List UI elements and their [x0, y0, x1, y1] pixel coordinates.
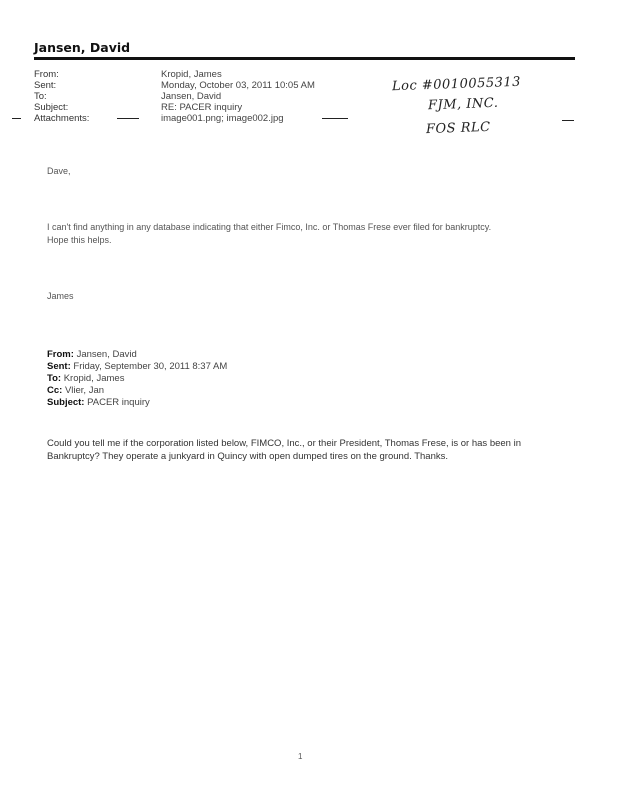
fwd-sent-value: Friday, September 30, 2011 8:37 AM: [73, 361, 228, 372]
original-body-line-2: Bankruptcy? They operate a junkyard in Quincy with open dumped tires on the ground. Thanks.: [47, 451, 448, 462]
reply-line-2: Hope this helps.: [47, 235, 112, 245]
to-label: To:: [34, 91, 47, 102]
redaction-mark: [322, 118, 348, 119]
attachments-label: Attachments:: [34, 113, 90, 124]
reply-signoff: James: [47, 291, 74, 301]
handwritten-loc-number: Loc #0010055313: [391, 74, 522, 95]
original-message-body: [47, 437, 521, 463]
original-body-line-1: Could you tell me if the corporation listed below, FIMCO, Inc., or their President, Thomas Frese, is or has been in: [47, 438, 521, 449]
fwd-subject-label: Subject:: [47, 397, 85, 408]
fwd-from-row: [47, 349, 227, 361]
margin-mark-right: [562, 120, 574, 121]
subject-label: Subject:: [34, 102, 69, 113]
from-label: From:: [34, 69, 59, 80]
reply-greeting: Dave,: [47, 166, 71, 176]
handwritten-company-name: FJM, INC.: [427, 95, 499, 114]
fwd-cc-row: [47, 385, 227, 397]
reply-line-1: I can't find anything in any database indicating that either Fimco, Inc. or Thomas Frese ever filed for bankruptcy.: [47, 222, 492, 232]
page-number: 1: [298, 752, 303, 761]
redaction-mark: [117, 118, 139, 119]
fwd-to-label: To:: [47, 373, 62, 384]
to-value: Jansen, David: [161, 91, 222, 102]
fwd-from-label: From:: [47, 349, 74, 360]
mailbox-owner-name: Jansen, David: [34, 40, 131, 55]
fwd-subject-value: PACER inquiry: [87, 397, 150, 408]
margin-mark-left: [12, 118, 21, 119]
fwd-sent-label: Sent:: [47, 361, 71, 372]
fwd-sent-row: [47, 361, 227, 373]
header-divider: [34, 57, 575, 60]
fwd-subject-row: [47, 397, 227, 409]
handwritten-code: FOS RLC: [425, 119, 491, 138]
sent-label: Sent:: [34, 80, 57, 91]
subject-value: RE: PACER inquiry: [161, 102, 243, 113]
from-value: Kropid, James: [161, 69, 222, 80]
fwd-from-value: Jansen, David: [76, 349, 137, 360]
fwd-cc-label: Cc:: [47, 385, 63, 396]
attachments-value[interactable]: image001.png; image002.jpg: [161, 113, 284, 124]
sent-value: Monday, October 03, 2011 10:05 AM: [161, 80, 315, 91]
fwd-to-value: Kropid, James: [63, 373, 125, 384]
fwd-to-row: [47, 373, 227, 385]
forwarded-header: [47, 349, 227, 409]
fwd-cc-value: Vlier, Jan: [64, 385, 105, 396]
